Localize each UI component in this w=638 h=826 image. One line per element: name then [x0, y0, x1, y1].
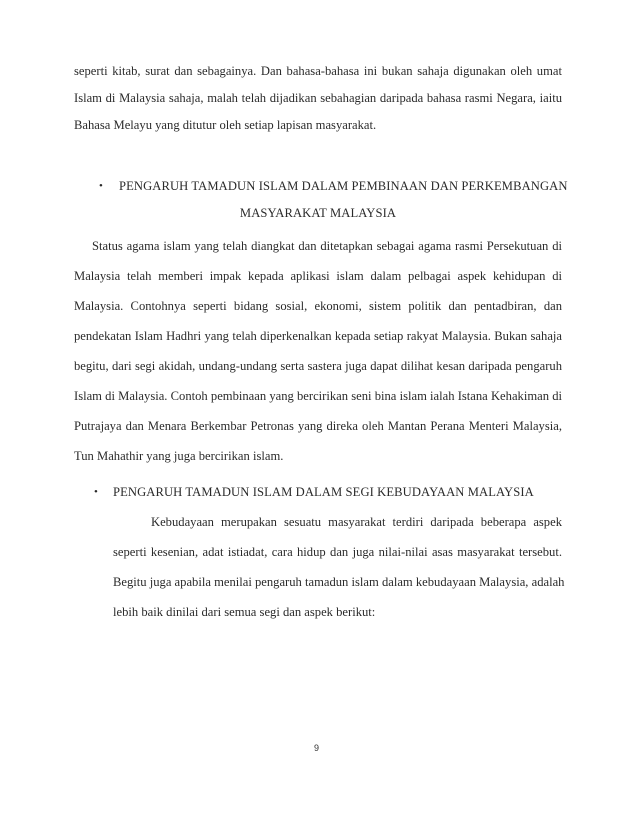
paragraph-line: Kebudayaan merupakan sesuatu masyarakat terdiri daripada beberapa aspek [151, 515, 562, 529]
paragraph-line: Bahasa Melayu yang ditutur oleh setiap lapisan masyarakat. [74, 118, 377, 132]
paragraph-line: Status agama islam yang telah diangkat dan ditetapkan sebagai agama rasmi Persekutuan di [92, 239, 562, 253]
paragraph-line: Tun Mahathir yang juga bercirikan islam. [74, 449, 284, 463]
paragraph-line: Malaysia telah memberi impak kepada aplikasi islam dalam pelbagai aspek kehidupan di [74, 269, 562, 283]
paragraph-line: Islam di Malaysia sahaja, malah telah dijadikan sebahagian daripada bahasa rasmi Negara, iaitu [74, 91, 562, 105]
section-heading: PENGARUH TAMADUN ISLAM DALAM SEGI KEBUDAYAAN MALAYSIA [113, 485, 534, 499]
paragraph-line: seperti kesenian, adat istiadat, cara hidup dan juga nilai-nilai asas masyarakat tersebut. [113, 545, 562, 559]
paragraph-line: begitu, dari segi akidah, undang-undang serta sastera juga dapat dilihat kesan daripada pengaruh [74, 359, 562, 373]
paragraph-line: Putrajaya dan Menara Berkembar Petronas yang direka oleh Mantan Perana Menteri Malaysia, [74, 419, 562, 433]
page-number: 9 [314, 743, 320, 753]
paragraph-line: lebih baik dinilai dari semua segi dan aspek berikut: [113, 605, 376, 619]
section-heading-continued: MASYARAKAT MALAYSIA [239, 206, 397, 220]
paragraph-line: Islam di Malaysia. Contoh pembinaan yang bercirikan seni bina islam ialah Istana Kehakiman di [74, 389, 562, 403]
bullet-icon: • [94, 486, 98, 498]
paragraph-line: Begitu juga apabila menilai pengaruh tamadun islam dalam kebudayaan Malaysia, adalah [113, 575, 565, 589]
bullet-icon: • [99, 180, 103, 192]
section-heading: PENGARUH TAMADUN ISLAM DALAM PEMBINAAN DAN PERKEMBANGAN [119, 179, 568, 193]
paragraph-line: pendekatan Islam Hadhri yang telah diperkenalkan kepada setiap rakyat Malaysia. Bukan sahaja [74, 329, 562, 343]
paragraph-line: Malaysia. Contohnya seperti bidang sosial, ekonomi, sistem politik dan pentadbiran, dan [74, 299, 562, 313]
paragraph-line: seperti kitab, surat dan sebagainya. Dan bahasa-bahasa ini bukan sahaja digunakan oleh umat [74, 64, 562, 78]
